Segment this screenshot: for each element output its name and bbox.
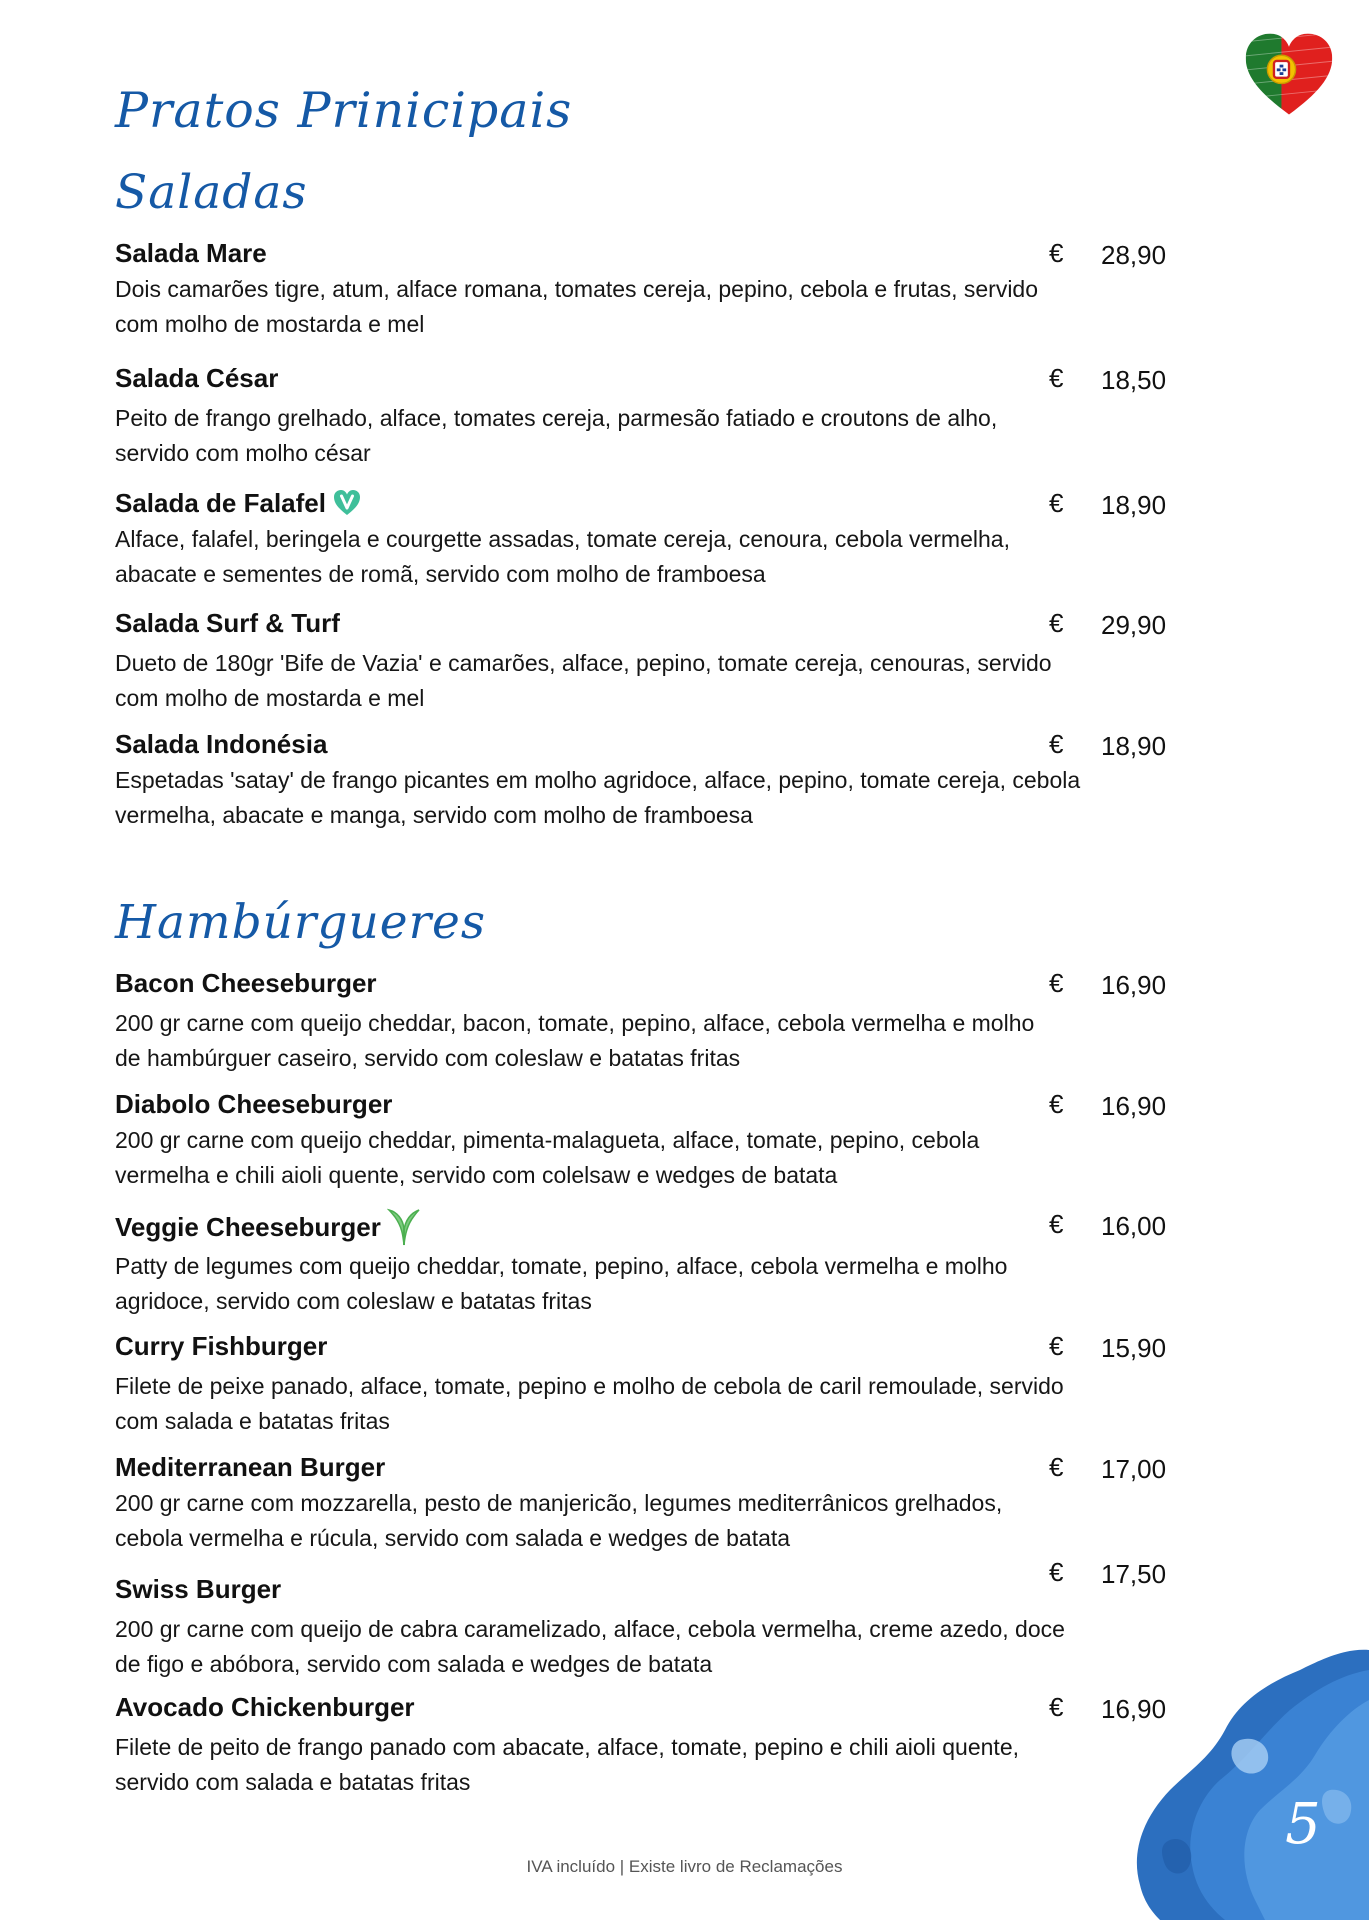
item-name: Salada de Falafel <box>115 488 326 518</box>
item-name: Mediterranean Burger <box>115 1452 386 1482</box>
menu-item <box>115 727 1175 833</box>
vegan-heart-icon <box>332 486 362 520</box>
currency-symbol: € <box>1049 1692 1064 1722</box>
vegetarian-leaf-icon <box>387 1207 421 1247</box>
item-description: Dois camarões tigre, atum, alface romana, tomates cereja, pepino, cebola e frutas, servido com molho de mostarda e mel <box>115 276 1039 337</box>
item-price: 16,90 <box>1101 1694 1167 1724</box>
footer-note: IVA incluído | Existe livro de Reclamações <box>526 1857 843 1876</box>
menu-item <box>115 1690 1175 1800</box>
menu-item <box>115 1207 1175 1319</box>
item-price: 16,90 <box>1101 1091 1167 1121</box>
item-name: Curry Fishburger <box>115 1331 328 1361</box>
item-name: Salada Indonésia <box>115 729 328 759</box>
item-name: Salada César <box>115 363 279 393</box>
item-name: Veggie Cheeseburger <box>115 1212 381 1242</box>
menu-item <box>115 361 1175 471</box>
menu-item <box>115 486 1175 592</box>
menu-item <box>115 1450 1175 1556</box>
item-description: Peito de frango grelhado, alface, tomates cereja, parmesão fatiado e croutons de alho, servido com molho césar <box>115 405 998 466</box>
menu-item <box>115 966 1175 1076</box>
currency-symbol: € <box>1049 1452 1064 1482</box>
currency-symbol: € <box>1049 1089 1064 1119</box>
item-name: Avocado Chickenburger <box>115 1692 415 1722</box>
item-description: Patty de legumes com queijo cheddar, tomate, pepino, alface, cebola vermelha e molho agridoce, servido com coleslaw e batatas fritas <box>115 1253 1008 1314</box>
currency-symbol: € <box>1049 363 1064 393</box>
watercolor-decoration <box>1130 1640 1369 1920</box>
item-description: Dueto de 180gr 'Bife de Vazia' e camarões, alface, pepino, tomate cereja, cenouras, servido com molho de mostarda e mel <box>115 650 1052 711</box>
item-price: 18,90 <box>1101 731 1167 761</box>
portugal-flag-heart-icon <box>1242 28 1336 122</box>
menu-item <box>115 606 1175 716</box>
item-description: Filete de peito de frango panado com abacate, alface, tomate, pepino e chili aioli quente, servido com salada e batatas fritas <box>115 1734 1019 1795</box>
item-name: Swiss Burger <box>115 1574 282 1604</box>
item-price: 28,90 <box>1101 240 1167 270</box>
page-number: 5 <box>1285 1792 1321 1857</box>
item-description: 200 gr carne com queijo cheddar, pimenta-malagueta, alface, tomate, pepino, cebola vermelha e chili aioli quente, servido com colelsaw e wedges de batata <box>115 1127 980 1188</box>
item-name-row <box>115 486 1175 520</box>
section-title-saladas: Saladas <box>115 165 308 220</box>
currency-symbol: € <box>1049 1209 1064 1239</box>
item-description: 200 gr carne com queijo de cabra caramelizado, alface, cebola vermelha, creme azedo, doce de figo e abóbora, servido com salada e wedges de batata <box>115 1616 1065 1677</box>
item-price: 18,50 <box>1101 365 1167 395</box>
item-description: 200 gr carne com mozzarella, pesto de manjericão, legumes mediterrânicos grelhados, cebola vermelha e rúcula, servido com salada e wedges de batata <box>115 1490 1003 1551</box>
item-price: 18,90 <box>1101 490 1167 520</box>
item-price: 15,90 <box>1101 1333 1167 1363</box>
menu-item <box>115 1329 1175 1439</box>
item-price: 16,00 <box>1101 1211 1167 1241</box>
item-name: Salada Surf & Turf <box>115 608 340 638</box>
item-price: 17,50 <box>1101 1559 1167 1589</box>
item-price: 17,00 <box>1101 1454 1167 1484</box>
menu-item <box>115 1557 1175 1682</box>
page-title: Pratos Prinicipais <box>115 82 573 139</box>
currency-symbol: € <box>1049 968 1064 998</box>
currency-symbol: € <box>1049 608 1064 638</box>
item-description: Espetadas 'satay' de frango picantes em molho agridoce, alface, pepino, tomate cereja, cebola vermelha, abacate e manga, servido com molho de framboesa <box>115 767 1081 828</box>
menu-item <box>115 236 1175 342</box>
item-price: 29,90 <box>1101 610 1167 640</box>
menu-item <box>115 1087 1175 1193</box>
currency-symbol: € <box>1049 238 1064 268</box>
item-name: Diabolo Cheeseburger <box>115 1089 393 1119</box>
currency-symbol: € <box>1049 729 1064 759</box>
item-description: 200 gr carne com queijo cheddar, bacon, tomate, pepino, alface, cebola vermelha e molho de hambúrguer caseiro, servido com coleslaw e batatas fritas <box>115 1010 1035 1071</box>
item-name: Salada Mare <box>115 238 267 268</box>
section-title-hamburgueres: Hambúrgueres <box>115 895 486 950</box>
currency-symbol: € <box>1049 1331 1064 1361</box>
item-name: Bacon Cheeseburger <box>115 968 377 998</box>
currency-symbol: € <box>1049 488 1064 518</box>
item-price: 16,90 <box>1101 970 1167 1000</box>
item-description: Alface, falafel, beringela e courgette assadas, tomate cereja, cenoura, cebola vermelha, abacate e sementes de romã, servido com molho de framboesa <box>115 526 1010 587</box>
item-name-row <box>115 1207 1175 1247</box>
currency-symbol: € <box>1049 1557 1064 1587</box>
item-description: Filete de peixe panado, alface, tomate, pepino e molho de cebola de caril remoulade, servido com salada e batatas fritas <box>115 1373 1064 1434</box>
